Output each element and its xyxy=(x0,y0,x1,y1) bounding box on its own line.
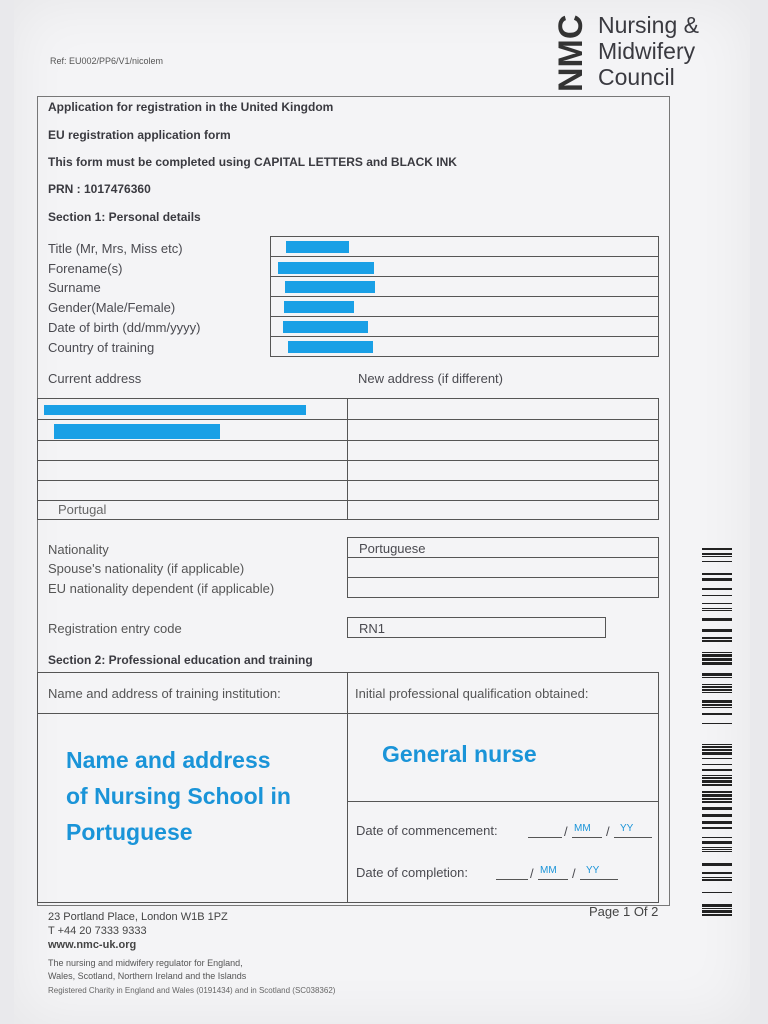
barcode-stripe xyxy=(702,578,732,581)
barcode-stripe xyxy=(702,892,732,893)
commencement-date-field[interactable]: / MM / YY xyxy=(528,822,654,840)
commencement-yy: YY xyxy=(620,823,634,834)
barcode-stripe xyxy=(702,556,732,557)
barcode-stripe xyxy=(702,595,732,596)
barcode-stripe xyxy=(702,684,732,685)
footer-charity: Registered Charity in England and Wales (0191434) and in Scotland (SC038362) xyxy=(48,986,336,995)
barcode-stripe xyxy=(702,794,732,797)
completion-date-field[interactable]: / MM / YY xyxy=(496,864,622,882)
dob-label: Date of birth (dd/mm/yyyy) xyxy=(48,320,201,335)
barcode-stripe xyxy=(702,673,732,676)
redaction-bar xyxy=(278,262,374,274)
barcode-stripe xyxy=(702,827,732,829)
current-address-line-4[interactable] xyxy=(38,461,347,480)
barcode xyxy=(702,548,732,922)
nmc-logo-mark xyxy=(552,14,590,92)
footer-regulator-line-1: The nursing and midwifery regulator for England, xyxy=(48,958,243,968)
barcode-stripe xyxy=(702,548,732,550)
surname-label: Surname xyxy=(48,280,101,295)
redaction-bar xyxy=(284,301,354,313)
barcode-stripe xyxy=(702,658,732,661)
barcode-stripe xyxy=(702,752,732,755)
barcode-stripe xyxy=(702,872,732,874)
eu-dependent-label: EU nationality dependent (if applicable) xyxy=(48,581,275,596)
barcode-stripe xyxy=(702,686,732,688)
commencement-label: Date of commencement: xyxy=(356,823,498,838)
eu-dependent-field[interactable] xyxy=(348,578,658,597)
barcode-stripe xyxy=(702,807,732,810)
barcode-stripe xyxy=(702,769,732,771)
completion-label: Date of completion: xyxy=(356,865,469,880)
barcode-stripe xyxy=(702,553,732,555)
barcode-stripe xyxy=(702,744,732,745)
current-address-label: Current address xyxy=(48,371,142,386)
barcode-stripe xyxy=(702,704,732,706)
barcode-stripe xyxy=(702,798,732,800)
commencement-mm: MM xyxy=(574,823,591,834)
reference-code: Ref: EU002/PP6/V1/nicolem xyxy=(50,56,164,66)
institution-header: Name and address of training institution: xyxy=(48,686,281,701)
barcode-stripe xyxy=(702,849,732,850)
current-address-line-3[interactable] xyxy=(38,441,347,460)
barcode-stripe xyxy=(702,837,732,838)
barcode-stripe xyxy=(702,662,732,665)
barcode-stripe xyxy=(702,603,732,604)
country-of-training-field[interactable] xyxy=(270,337,659,356)
barcode-stripe xyxy=(702,877,732,878)
completion-mm: MM xyxy=(540,865,557,876)
redaction-bar xyxy=(285,281,375,293)
logo-line-2: Midwifery xyxy=(598,38,696,64)
barcode-stripe xyxy=(702,910,732,913)
barcode-stripe xyxy=(702,588,732,590)
nationality-value[interactable]: Portuguese xyxy=(359,541,426,556)
current-address-line-2[interactable] xyxy=(38,420,347,440)
title-label: Title (Mr, Mrs, Miss etc) xyxy=(48,241,183,256)
barcode-stripe xyxy=(702,573,732,575)
redaction-bar xyxy=(286,241,349,253)
barcode-stripe xyxy=(702,784,732,786)
footer-phone: T +44 20 7333 9333 xyxy=(48,925,147,937)
barcode-stripe xyxy=(702,677,732,678)
nmc-logo-text xyxy=(598,12,699,90)
new-address-field[interactable] xyxy=(348,399,658,519)
footer-website[interactable]: www.nmc-uk.org xyxy=(48,939,137,951)
institution-note-line-1: Name and address xyxy=(66,747,271,773)
form-subtitle: EU registration application form xyxy=(48,128,231,142)
barcode-stripe xyxy=(702,637,732,639)
footer-regulator-line-2: Wales, Scotland, Northern Ireland and the Islands xyxy=(48,971,247,981)
spouse-nationality-field[interactable] xyxy=(348,558,658,577)
barcode-stripe xyxy=(702,652,732,653)
country-of-training-label: Country of training xyxy=(48,340,155,355)
nmc-logo-mark-text: NMC xyxy=(552,14,590,92)
redaction-bar xyxy=(288,341,373,353)
prn-number: PRN : 1017476360 xyxy=(48,182,151,196)
institution-note-line-2: of Nursing School in xyxy=(66,783,291,809)
barcode-stripe xyxy=(702,904,732,907)
logo-line-1: Nursing & xyxy=(598,12,699,38)
registration-code-value: RN1 xyxy=(359,621,386,636)
barcode-stripe xyxy=(702,814,732,817)
barcode-stripe xyxy=(702,841,732,844)
barcode-stripe xyxy=(702,791,732,793)
barcode-stripe xyxy=(702,777,732,779)
redaction-bar xyxy=(54,424,220,439)
barcode-stripe xyxy=(702,775,732,776)
spouse-nationality-label: Spouse's nationality (if applicable) xyxy=(48,561,245,576)
registration-code-label: Registration entry code xyxy=(48,621,182,636)
barcode-stripe xyxy=(702,689,732,691)
barcode-stripe xyxy=(702,879,732,881)
barcode-stripe xyxy=(702,764,732,765)
barcode-stripe xyxy=(702,618,732,621)
redaction-bar xyxy=(44,405,306,415)
barcode-stripe xyxy=(702,758,732,759)
barcode-stripe xyxy=(702,610,732,611)
section-1-title: Section 1: Personal details xyxy=(48,210,201,224)
barcode-stripe xyxy=(702,914,732,916)
new-address-label: New address (if different) xyxy=(358,371,503,386)
barcode-stripe xyxy=(702,749,732,751)
barcode-stripe xyxy=(702,629,732,632)
current-address-country[interactable]: Portugal xyxy=(58,502,107,517)
barcode-stripe xyxy=(702,821,732,824)
barcode-stripe xyxy=(702,640,732,642)
qualification-note[interactable]: General nurse xyxy=(382,741,537,767)
gender-field[interactable] xyxy=(270,297,659,316)
barcode-stripe xyxy=(702,692,732,693)
dob-field[interactable] xyxy=(270,317,659,336)
registration-code-field[interactable] xyxy=(347,617,606,638)
institution-note[interactable] xyxy=(66,742,291,850)
barcode-stripe xyxy=(702,561,732,562)
completion-yy: YY xyxy=(586,865,600,876)
barcode-stripe xyxy=(702,654,732,657)
redaction-bar xyxy=(283,321,368,333)
institution-note-line-3: Portuguese xyxy=(66,819,193,845)
barcode-stripe xyxy=(702,801,732,803)
barcode-stripe xyxy=(702,707,732,708)
barcode-stripe xyxy=(702,908,732,909)
barcode-stripe xyxy=(702,851,732,852)
current-address-line-1[interactable] xyxy=(38,399,347,419)
barcode-stripe xyxy=(702,713,732,715)
section-2-title: Section 2: Professional education and training xyxy=(48,653,313,667)
footer-address: 23 Portland Place, London W1B 1PZ xyxy=(48,911,228,923)
barcode-stripe xyxy=(702,746,732,748)
forename-field[interactable] xyxy=(270,257,659,276)
barcode-stripe xyxy=(702,863,732,866)
page-number: Page 1 Of 2 xyxy=(589,904,659,919)
form-instructions: This form must be completed using CAPITAL LETTERS and BLACK INK xyxy=(48,155,457,169)
barcode-stripe xyxy=(702,723,732,724)
surname-field[interactable] xyxy=(270,277,659,296)
title-field[interactable] xyxy=(270,237,659,256)
barcode-stripe xyxy=(702,847,732,848)
forename-label: Forename(s) xyxy=(48,261,123,276)
gender-label: Gender(Male/Female) xyxy=(48,300,176,315)
form-title: Application for registration in the United Kingdom xyxy=(48,100,334,114)
logo-line-3: Council xyxy=(598,64,675,90)
nationality-label: Nationality xyxy=(48,542,109,557)
barcode-stripe xyxy=(702,780,732,783)
barcode-stripe xyxy=(702,608,732,609)
barcode-stripe xyxy=(702,700,732,703)
qualification-header: Initial professional qualification obtained: xyxy=(355,686,589,701)
